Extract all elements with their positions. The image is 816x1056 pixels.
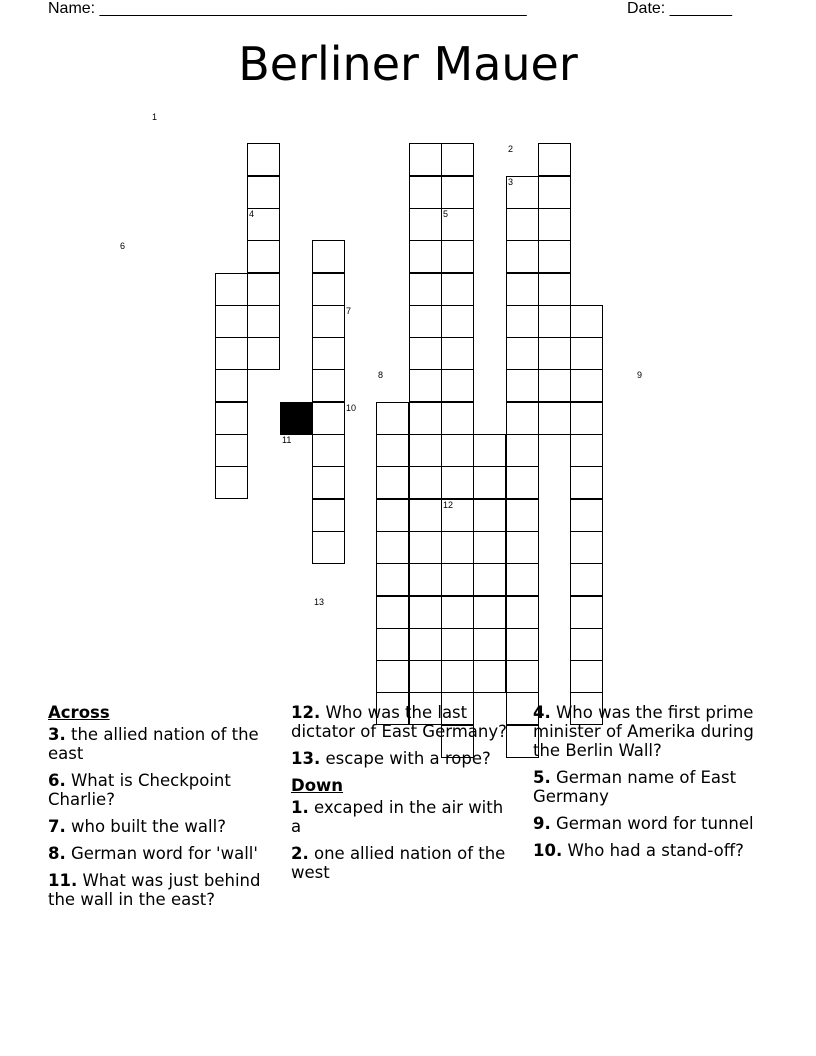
crossword-cell[interactable] <box>506 305 539 338</box>
clues-column-1 <box>48 703 270 917</box>
crossword-cell[interactable] <box>506 402 539 435</box>
clue-number: 11 <box>282 435 292 445</box>
clue-number-label: 9. <box>533 814 551 833</box>
crossword-cell[interactable] <box>473 628 506 661</box>
crossword-cell[interactable] <box>376 596 409 629</box>
clue-item <box>48 844 270 863</box>
crossword-cell[interactable] <box>570 628 603 661</box>
crossword-cell[interactable] <box>506 369 539 402</box>
clue-text: one allied nation of the west <box>291 844 506 882</box>
clue-number-label: 2. <box>291 844 309 863</box>
crossword-cell[interactable] <box>409 305 442 338</box>
crossword-cell[interactable] <box>441 563 474 596</box>
clue-item <box>48 771 270 809</box>
crossword-cell[interactable] <box>409 402 442 435</box>
crossword-cell[interactable] <box>215 402 248 435</box>
crossword-cell[interactable] <box>570 563 603 596</box>
crossword-cell[interactable] <box>312 273 345 306</box>
crossword-cell[interactable] <box>247 337 280 370</box>
crossword-cell[interactable] <box>570 305 603 338</box>
crossword-cell[interactable] <box>215 337 248 370</box>
crossword-cell[interactable] <box>247 273 280 306</box>
crossword-cell[interactable] <box>506 660 539 693</box>
crossword-cell[interactable] <box>376 499 409 532</box>
crossword-cell[interactable] <box>506 337 539 370</box>
crossword-cell[interactable] <box>441 466 474 499</box>
crossword-cell[interactable] <box>376 531 409 564</box>
crossword-cell[interactable] <box>570 499 603 532</box>
crossword-cell[interactable] <box>409 466 442 499</box>
crossword-cell[interactable] <box>215 466 248 499</box>
crossword-cell[interactable] <box>376 660 409 693</box>
crossword-cell[interactable] <box>473 660 506 693</box>
clue-number: 7 <box>346 306 352 316</box>
crossword-cell[interactable] <box>570 369 603 402</box>
clue-number-label: 5. <box>533 768 551 787</box>
crossword-cell[interactable] <box>506 628 539 661</box>
clue-text: excaped in the air with a <box>291 798 504 836</box>
crossword-cell[interactable] <box>215 273 248 306</box>
crossword-cell[interactable] <box>312 402 345 435</box>
crossword-cell[interactable] <box>473 563 506 596</box>
crossword-cell[interactable] <box>409 628 442 661</box>
crossword-cell[interactable] <box>312 305 345 338</box>
crossword-cell[interactable] <box>215 369 248 402</box>
clue-text: German word for tunnel <box>550 814 754 833</box>
crossword-cell[interactable] <box>409 337 442 370</box>
crossword-cell[interactable] <box>441 531 474 564</box>
crossword-cell[interactable] <box>441 240 474 273</box>
crossword-cell[interactable] <box>538 369 571 402</box>
clue-item <box>291 703 513 741</box>
crossword-cell[interactable] <box>409 208 442 241</box>
crossword-cell[interactable] <box>215 434 248 467</box>
crossword-cell[interactable] <box>538 240 571 273</box>
clue-text: escape with a rope? <box>320 749 491 768</box>
crossword-cell[interactable] <box>506 240 539 273</box>
crossword-cell[interactable] <box>247 143 280 176</box>
clues-column-2 <box>291 703 513 890</box>
clue-number: 12 <box>443 500 454 510</box>
clue-number: 10 <box>346 403 357 413</box>
clue-number-label: 4. <box>533 703 551 722</box>
crossword-cell[interactable] <box>409 143 442 176</box>
across-heading: Across <box>48 703 110 722</box>
crossword-cell[interactable] <box>409 499 442 532</box>
clue-item <box>533 703 755 760</box>
crossword-cell[interactable] <box>570 337 603 370</box>
crossword-cell[interactable] <box>506 273 539 306</box>
crossword-cell[interactable] <box>376 563 409 596</box>
clue-text: Who had a stand-off? <box>562 841 744 860</box>
crossword-cell[interactable] <box>409 369 442 402</box>
crossword-cell[interactable] <box>409 660 442 693</box>
crossword-cell[interactable] <box>473 434 506 467</box>
clue-number-label: 6. <box>48 771 66 790</box>
crossword-cell[interactable] <box>441 337 474 370</box>
clue-text: who built the wall? <box>65 817 226 836</box>
crossword-cell[interactable] <box>376 466 409 499</box>
clue-item <box>533 814 755 833</box>
crossword-cell[interactable] <box>312 369 345 402</box>
clue-number: 6 <box>120 241 126 251</box>
crossword-cell[interactable] <box>441 596 474 629</box>
crossword-cell[interactable] <box>409 273 442 306</box>
crossword-cell[interactable] <box>441 434 474 467</box>
clues-column-3 <box>533 703 755 868</box>
crossword-cell[interactable] <box>409 596 442 629</box>
crossword-cell[interactable] <box>441 402 474 435</box>
clue-number: 1 <box>152 112 158 122</box>
crossword-cell[interactable] <box>538 143 571 176</box>
crossword-cell[interactable] <box>441 176 474 209</box>
clue-number: 3 <box>508 177 514 187</box>
crossword-cell[interactable] <box>538 337 571 370</box>
clue-text: What was just behind the wall in the east? <box>48 871 261 909</box>
clue-number-label: 7. <box>48 817 66 836</box>
crossword-cell[interactable] <box>247 240 280 273</box>
crossword-cell[interactable] <box>441 305 474 338</box>
clue-number-label: 10. <box>533 841 563 860</box>
crossword-cell[interactable] <box>409 531 442 564</box>
crossword-cell[interactable] <box>441 273 474 306</box>
clue-item <box>48 725 270 763</box>
crossword-cell[interactable] <box>506 596 539 629</box>
clue-number-label: 1. <box>291 798 309 817</box>
crossword-cell[interactable] <box>570 466 603 499</box>
clue-item <box>291 798 513 836</box>
crossword-cell[interactable] <box>538 273 571 306</box>
clue-text: German name of East Germany <box>533 768 737 806</box>
crossword-cell[interactable] <box>570 402 603 435</box>
clue-number-label: 13. <box>291 749 321 768</box>
name-field[interactable]: Name: ________________________________________________ <box>48 0 527 17</box>
clue-number: 8 <box>378 370 384 380</box>
crossword-cell[interactable] <box>441 660 474 693</box>
clue-number: 13 <box>314 597 325 607</box>
crossword-cell[interactable] <box>312 337 345 370</box>
clue-number-label: 3. <box>48 725 66 744</box>
clue-item <box>48 817 270 836</box>
crossword-cell[interactable] <box>312 240 345 273</box>
crossword-cell[interactable] <box>215 305 248 338</box>
crossword-cell[interactable] <box>376 402 409 435</box>
clue-number-label: 12. <box>291 703 321 722</box>
crossword-cell[interactable] <box>312 434 345 467</box>
crossword-cell[interactable] <box>441 369 474 402</box>
crossword-cell[interactable] <box>441 628 474 661</box>
crossword-cell[interactable] <box>506 466 539 499</box>
crossword-cell[interactable] <box>538 305 571 338</box>
crossword-cell[interactable] <box>506 434 539 467</box>
crossword-cell[interactable] <box>473 531 506 564</box>
clue-item <box>533 841 755 860</box>
clue-number: 2 <box>508 144 514 154</box>
crossword-cell[interactable] <box>506 563 539 596</box>
crossword-cell[interactable] <box>312 466 345 499</box>
crossword-cell[interactable] <box>473 466 506 499</box>
crossword-cell[interactable] <box>473 499 506 532</box>
crossword-cell[interactable] <box>538 402 571 435</box>
crossword-cell[interactable] <box>441 143 474 176</box>
clue-number-label: 11. <box>48 871 78 890</box>
crossword-cell[interactable] <box>570 660 603 693</box>
clue-text: German word for 'wall' <box>65 844 258 863</box>
crossword-cell[interactable] <box>312 531 345 564</box>
crossword-cell[interactable] <box>473 596 506 629</box>
page-title: Berliner Mauer <box>238 37 578 91</box>
crossword-cell[interactable] <box>409 563 442 596</box>
crossword-cell[interactable] <box>409 176 442 209</box>
date-field[interactable]: Date: _______ <box>627 0 732 17</box>
clue-item <box>533 768 755 806</box>
clue-number: 4 <box>249 209 255 219</box>
clue-text: Who was the last dictator of East Germany? <box>291 703 507 741</box>
crossword-cell[interactable] <box>247 305 280 338</box>
crossword-cell[interactable] <box>247 176 280 209</box>
crossword-cell[interactable] <box>409 434 442 467</box>
crossword-cell[interactable] <box>538 176 571 209</box>
down-heading: Down <box>291 776 344 795</box>
clue-item <box>291 749 513 768</box>
crossword-cell[interactable] <box>570 434 603 467</box>
crossword-cell[interactable] <box>570 531 603 564</box>
crossword-cell[interactable] <box>506 531 539 564</box>
crossword-cell[interactable] <box>570 596 603 629</box>
clue-number: 9 <box>637 370 643 380</box>
clue-item <box>48 871 270 909</box>
clue-text: Who was the first prime minister of Amerika during the Berlin Wall? <box>533 703 754 760</box>
clue-item <box>291 844 513 882</box>
clue-number-label: 8. <box>48 844 66 863</box>
crossword-cell[interactable] <box>506 499 539 532</box>
crossword-cell[interactable] <box>376 628 409 661</box>
clue-number: 5 <box>443 209 449 219</box>
clue-text: What is Checkpoint Charlie? <box>48 771 231 809</box>
crossword-cell[interactable] <box>538 208 571 241</box>
crossword-cell[interactable] <box>376 434 409 467</box>
blocked-cell <box>280 402 313 435</box>
crossword-cell[interactable] <box>312 499 345 532</box>
clue-text: the allied nation of the east <box>48 725 259 763</box>
crossword-cell[interactable] <box>409 240 442 273</box>
crossword-cell[interactable] <box>506 208 539 241</box>
